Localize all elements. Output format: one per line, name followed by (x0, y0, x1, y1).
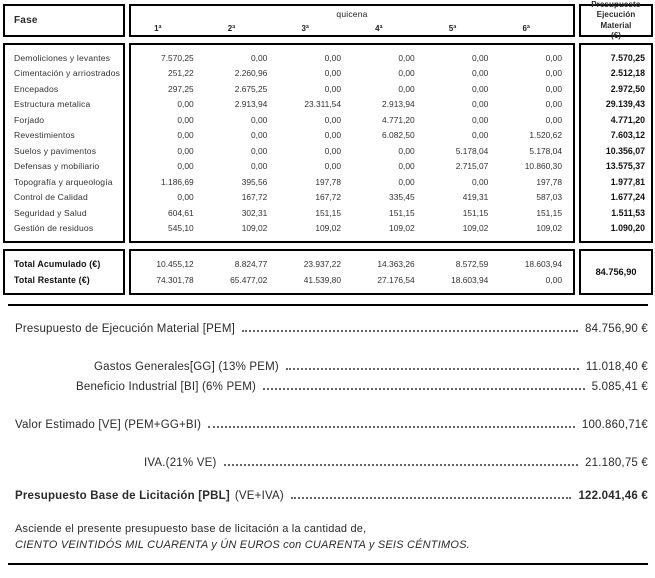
value-cell: 0,00 (177, 130, 194, 141)
pem-value: 7.570,25 (610, 52, 645, 63)
value-cell: 604,61 (168, 207, 194, 218)
value-cell: 0,00 (472, 114, 489, 125)
closing-paragraph (8, 523, 648, 551)
value-cell: 0,00 (251, 130, 268, 141)
pem-header-box (579, 0, 653, 40)
pem-value: 4.771,20 (610, 114, 645, 125)
value-cell: 4.771,20 (382, 114, 415, 125)
quincena-col-header: 6ª (522, 24, 530, 33)
value-cell: 0,00 (324, 145, 341, 156)
value-cell: 0,00 (251, 145, 268, 156)
value-cell: 0,00 (545, 99, 562, 110)
summary-iva-value: 21.180,75 € (585, 457, 648, 469)
total-value-cell: 74.301,78 (156, 275, 194, 285)
total-row-label: Total Restante (€) (14, 275, 90, 285)
value-cell: 0,00 (472, 83, 489, 94)
total-value-cell: 23.937,22 (303, 259, 341, 269)
value-cell: 2.675,25 (234, 83, 268, 94)
value-cell: 1.186,69 (161, 176, 194, 187)
summary-line-pem (8, 323, 648, 335)
value-cell: 23.311,54 (304, 99, 341, 110)
fase-header-box (3, 4, 125, 37)
value-cell: 0,00 (398, 83, 415, 94)
summary-ve-value: 100.860,71€ (581, 419, 648, 431)
value-cell: 0,00 (177, 192, 194, 203)
value-cell: 335,45 (389, 192, 415, 203)
dot-leader (224, 464, 579, 466)
value-cell: 2.260,96 (234, 68, 268, 79)
pem-value: 1.677,24 (610, 192, 645, 203)
pem-value: 1.090,20 (610, 223, 645, 234)
total-value-cell: 8.824,77 (234, 259, 268, 269)
pem-value: 1.511,53 (611, 207, 645, 218)
value-cell: 0,00 (472, 99, 489, 110)
summary-line-ve (8, 419, 648, 431)
value-cell: 109,02 (536, 223, 562, 234)
value-cell: 0,00 (324, 161, 341, 172)
total-value-cell: 65.477,02 (230, 275, 268, 285)
quincena-values-box (129, 43, 575, 243)
row-label: Seguridad y Salud (14, 207, 87, 218)
value-cell: 2.913,94 (382, 99, 415, 110)
value-cell: 0,00 (251, 52, 268, 63)
value-cell: 0,00 (545, 52, 562, 63)
value-cell: 251,22 (168, 68, 194, 79)
total-value-cell: 41.539,80 (303, 275, 341, 285)
value-cell: 0,00 (324, 83, 341, 94)
total-value-cell: 0,00 (545, 275, 562, 285)
value-cell: 6.082,50 (382, 130, 415, 141)
summary-line-bi (8, 381, 648, 393)
row-label: Cimentación y arriostrados (14, 68, 121, 79)
dot-leader (263, 388, 585, 390)
total-value-cell: 18.603,94 (524, 259, 562, 269)
total-value-cell: 10.455,12 (156, 259, 194, 269)
bottom-divider (8, 563, 648, 565)
value-cell: 197,78 (315, 176, 341, 187)
value-cell: 109,02 (315, 223, 341, 234)
value-cell: 151,15 (462, 207, 489, 218)
value-cell: 0,00 (177, 99, 194, 110)
summary-bi-value: 5.085,41 € (591, 381, 648, 393)
value-cell: 109,02 (462, 223, 489, 234)
row-label: Revestimientos (14, 130, 75, 141)
value-cell: 0,00 (324, 130, 341, 141)
value-cell: 1.520,62 (529, 130, 562, 141)
summary-line-gg (8, 361, 648, 373)
dot-leader (291, 497, 572, 499)
closing-line-2: CIENTO VEINTIDÓS MIL CUARENTA y ÚN EUROS con CUARENTA y SEIS CÉNTIMOS. (15, 539, 470, 551)
closing-line-1: Asciende el presente presupuesto base de licitación a la cantidad de, (15, 523, 367, 535)
total-value-cell: 27.176,54 (377, 275, 415, 285)
summary-pbl-label-rest: (VE+IVA) (234, 490, 284, 502)
row-label: Estructura metalica (14, 99, 91, 110)
summary-line-iva (8, 457, 648, 469)
value-cell: 7.570,25 (161, 52, 194, 63)
row-label: Topografía y arqueología (14, 176, 113, 187)
fase-header-label: Fase (14, 15, 38, 26)
summary-line-pbl (8, 490, 648, 502)
quincena-title: quicena (336, 9, 368, 19)
row-label: Control de Calidad (14, 192, 88, 203)
value-cell: 419,31 (462, 192, 489, 203)
value-cell: 109,02 (241, 223, 268, 234)
value-cell: 0,00 (177, 161, 194, 172)
value-cell: 587,03 (536, 192, 562, 203)
pem-total-value: 84.756,90 (595, 267, 637, 277)
value-cell: 545,10 (168, 223, 194, 234)
value-cell: 0,00 (398, 68, 415, 79)
value-cell: 395,56 (241, 176, 268, 187)
value-cell: 297,25 (168, 83, 194, 94)
value-cell: 167,72 (315, 192, 341, 203)
value-cell: 2.913,94 (234, 99, 268, 110)
value-cell: 0,00 (472, 68, 489, 79)
value-cell: 0,00 (398, 145, 415, 156)
quincena-col-header: 1ª (154, 24, 162, 33)
pem-value: 2.972,50 (610, 83, 645, 94)
value-cell: 0,00 (324, 114, 341, 125)
summary-pbl-value: 122.041,46 € (578, 490, 648, 502)
value-cell: 0,00 (472, 52, 489, 63)
quincena-header-box (129, 4, 575, 37)
totals-values-box (129, 249, 575, 295)
dot-leader (242, 330, 578, 332)
value-cell: 0,00 (251, 161, 268, 172)
quincena-col-header: 5ª (448, 24, 457, 33)
pem-value: 1.977,81 (610, 176, 645, 187)
value-cell: 0,00 (398, 176, 415, 187)
summary-iva-label: IVA.(21% VE) (144, 457, 217, 469)
quincena-col-header: 3ª (301, 24, 309, 33)
value-cell: 151,15 (315, 207, 341, 218)
dot-leader (208, 426, 575, 428)
pem-value: 13.575,37 (605, 161, 645, 172)
value-cell: 0,00 (545, 114, 562, 125)
pem-value: 29.139,43 (605, 99, 645, 110)
value-cell: 167,72 (241, 192, 268, 203)
quincena-col-header: 4ª (375, 24, 383, 33)
value-cell: 0,00 (324, 52, 341, 63)
value-cell: 5.178,04 (529, 145, 562, 156)
row-label: Suelos y pavimentos (14, 145, 97, 156)
fase-rows-box (3, 43, 125, 243)
quincena-col-header: 2ª (227, 24, 236, 33)
value-cell: 0,00 (177, 145, 194, 156)
value-cell: 2.715,07 (455, 161, 489, 172)
value-cell: 0,00 (472, 176, 489, 187)
row-label: Forjado (14, 114, 45, 125)
value-cell: 0,00 (398, 52, 415, 63)
value-cell: 109,02 (389, 223, 415, 234)
value-cell: 0,00 (251, 114, 268, 125)
top-divider (8, 304, 648, 306)
summary-pbl-label: Presupuesto Base de Licitación [PBL] (15, 490, 230, 502)
pem-total-box (579, 249, 653, 295)
row-label: Gestión de residuos (14, 223, 94, 234)
value-cell: 0,00 (472, 130, 489, 141)
value-cell: 10.860,30 (524, 161, 562, 172)
value-cell: 0,00 (545, 83, 562, 94)
value-cell: 5.178,04 (455, 145, 489, 156)
pem-values-box (579, 43, 653, 243)
summary-ve-label: Valor Estimado [VE] (PEM+GG+BI) (15, 419, 202, 431)
summary-bi-label: Beneficio Industrial [BI] (6% PEM) (76, 381, 257, 393)
row-label: Defensas y mobiliario (14, 161, 100, 172)
value-cell: 0,00 (398, 161, 415, 172)
summary-section (8, 304, 648, 565)
summary-gg-label: Gastos Generales[GG] (13% PEM) (94, 361, 279, 373)
row-label: Demoliciones y levantes (14, 52, 111, 63)
summary-pem-value: 84.756,90 € (585, 323, 648, 335)
row-label: Encepados (14, 83, 59, 94)
value-cell: 151,15 (389, 207, 415, 218)
pem-header-line: Presupuesto (591, 0, 641, 9)
total-value-cell: 8.572,59 (455, 259, 489, 269)
value-cell: 197,78 (536, 176, 562, 187)
summary-pem-label: Presupuesto de Ejecución Material [PEM] (15, 323, 236, 335)
pem-value: 7.603,12 (610, 130, 645, 141)
quincena-col-headers (131, 24, 573, 33)
value-cell: 302,31 (241, 207, 268, 218)
summary-gg-value: 11.018,40 € (585, 361, 648, 373)
budget-table (3, 0, 653, 295)
value-cell: 0,00 (324, 68, 341, 79)
totals-labels-box (3, 249, 125, 295)
value-cell: 0,00 (545, 68, 562, 79)
value-cell: 0,00 (177, 114, 194, 125)
pem-value: 2.512,18 (610, 68, 645, 79)
total-value-cell: 18.603,94 (451, 275, 489, 285)
dot-leader (286, 368, 579, 370)
pem-value: 10.356,07 (605, 145, 645, 156)
pem-header-line: (€) (610, 30, 622, 40)
pem-header-line: Ejecución Material (596, 10, 636, 30)
total-value-cell: 14.363,26 (377, 259, 415, 269)
total-row-label: Total Acumulado (€) (14, 259, 101, 269)
value-cell: 151,15 (536, 207, 562, 218)
